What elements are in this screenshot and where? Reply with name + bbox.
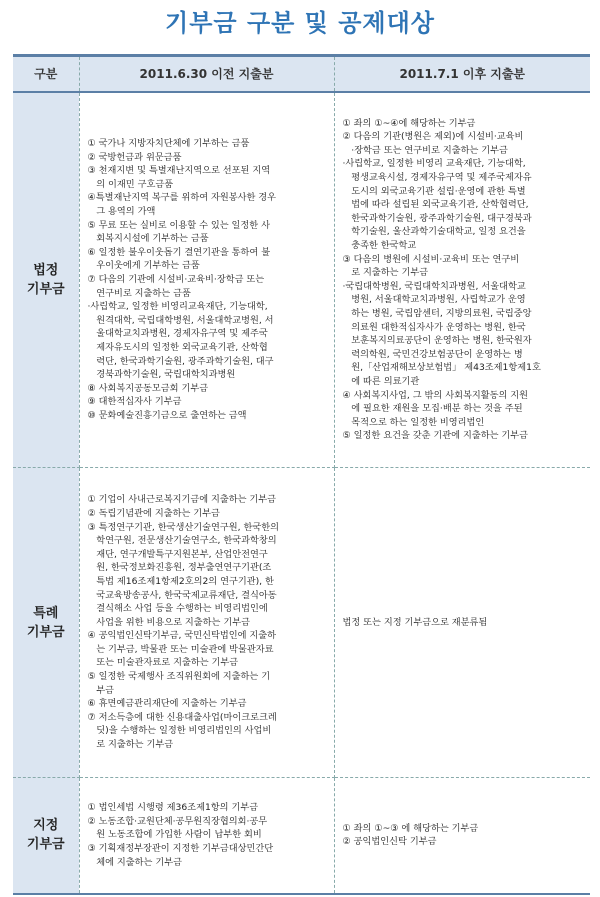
after-cell: [334, 468, 590, 778]
item-line: 부금: [87, 684, 115, 696]
item-line: 로 지출하는 기부금: [87, 739, 174, 751]
item-line: ① 국가나 지방자치단체에 기부하는 금품: [87, 138, 250, 150]
item-line: 는 기부금, 박물관 또는 미술관에 박물관자료: [87, 643, 274, 655]
item-line: 또는 미술관자료로 지출하는 기부금: [87, 657, 239, 669]
item-line: 회복지시설에 기부하는 금품: [87, 233, 209, 245]
item-line: ③ 다음의 병원에 시설비·교육비 또는 연구비: [342, 253, 520, 265]
item-line: 로 지출하는 기부금: [342, 267, 429, 279]
item-line: 보훈복지의료공단이 운영하는 병원, 한국원자: [342, 335, 532, 347]
item-line: 우이웃에게 기부하는 금품: [87, 260, 200, 272]
header-row: [13, 56, 590, 92]
item-line: ② 독립기념관에 지출하는 기부금: [87, 507, 220, 519]
item-line: ④ 사회복지사업, 그 밖의 사회복지활동의 지원: [342, 389, 529, 401]
item-line: ·사립학교, 일정한 비영리 교육재단, 기능대학,: [342, 158, 526, 170]
item-line: ⑤ 무료 또는 실비로 이용할 수 있는 일정한 사: [87, 219, 270, 231]
item-line: ⑨ 대한적십자사 기부금: [87, 396, 182, 408]
item-line: 재단, 연구개발특구지원본부, 산업안전연구: [87, 548, 268, 560]
item-line: 도시의 외국교육기관 설립·운영에 관한 특별: [342, 185, 526, 197]
item-line: 병원, 서울대학교치과병원, 사립학교가 운영: [342, 294, 526, 306]
item-line: 학연구원, 전문생산기술연구소, 한국과학창의: [87, 535, 277, 547]
item-line: ⑩ 문화예술진흥기금으로 출연하는 금액: [87, 409, 247, 421]
item-line: ② 노동조합·교원단체·공무원직장협의회·공무: [87, 815, 268, 827]
item-line: 목적으로 하는 일정한 비영리법인: [342, 416, 485, 428]
item-line: 그 용역의 가액: [87, 205, 156, 217]
before-cell: [79, 468, 334, 778]
item-line: ⑤ 일정한 요건을 갖춘 기관에 지출하는 기부금: [342, 430, 529, 442]
category-statutory: [13, 92, 79, 468]
item-line: 딧)을 수행하는 일정한 비영리법인의 사업비: [87, 725, 272, 737]
item-line: ⑥ 휴면예금관리재단에 지출하는 기부금: [87, 698, 247, 710]
item-line: 연구비로 지출하는 금품: [87, 287, 191, 299]
row-statutory: [13, 92, 590, 468]
header-after: 2011.7.1 이후 지출분: [334, 56, 590, 92]
item-line: 에 따른 의료기관: [342, 375, 420, 387]
category-line: 기부금: [26, 281, 65, 297]
item-line: 평생교육시설, 경제자유구역 및 제주국제자유: [342, 172, 532, 183]
item-line: 충족한 한국학교: [342, 239, 417, 251]
category-designated: [13, 778, 79, 894]
item-line: ② 공익법인신탁 기부금: [342, 836, 437, 848]
item-line: 경북과학기술원, 국립대학치과병원: [87, 369, 236, 381]
category-line: 특례: [33, 605, 59, 621]
category-line: 지정: [33, 818, 59, 834]
item-line: 의 이재민 구호금품: [87, 178, 174, 190]
item-line: ·장학금 또는 연구비로 지출하는 기부금: [342, 144, 508, 156]
category-special: [13, 468, 79, 778]
page-title: 기부금 구분 및 공제대상: [165, 9, 435, 37]
item-line: 사업을 위한 비용으로 지출하는 기부금: [87, 616, 250, 628]
item-line: 한국과학기술원, 광주과학기술원, 대구경북과: [342, 212, 532, 224]
item-line: ③ 특정연구기관, 한국생산기술연구원, 한국한의: [87, 521, 279, 533]
row-special: [13, 468, 590, 778]
item-line: ② 국방헌금과 위문금품: [87, 151, 182, 163]
item-line: 체에 지출하는 기부금: [87, 856, 182, 868]
item-line: ·사립학교, 일정한 비영리교육재단, 기능대학,: [87, 301, 268, 313]
item-line: 원격대학, 국립대학병원, 서울대학교병원, 서: [87, 314, 274, 326]
item-line: ⑧ 사회복지공동모금회 기부금: [87, 382, 209, 394]
item-line: 법에 따라 설립된 외국교육기관, 산학협력단,: [342, 199, 529, 211]
item-line: 원,「산업재해보상보험법」 제43조제1항제1호: [342, 362, 541, 374]
item-line: ① 법인세법 시행령 제36조제1항의 기부금: [87, 802, 259, 814]
item-line: 제자유도시의 일정한 외국교육기관, 산학협: [87, 341, 268, 353]
item-line: 울대학교치과병원, 경제자유구역 및 제주국: [87, 328, 268, 340]
item-line: 하는 병원, 국립암센터, 지방의료원, 국립중앙: [342, 307, 532, 319]
item-line: 결식해소 사업 등을 수행하는 비영리법인에: [87, 603, 268, 615]
item-line: ⑦ 다음의 기관에 시설비·교육비·장학금 또는: [87, 273, 265, 285]
item-line: 법정 또는 지정 기부금으로 재분류됨: [342, 616, 488, 628]
item-line: 력단, 한국과학기술원, 광주과학기술원, 대구: [87, 355, 274, 367]
item-line: 원 노동조합에 가입한 사람이 납부한 회비: [87, 829, 262, 841]
category-line: 기부금: [26, 837, 65, 853]
item-line: ④특별재난지역 복구를 위하여 자원봉사한 경우: [87, 192, 277, 204]
item-line: ① 좌의 ①~④에 해당하는 기부금: [342, 117, 476, 129]
item-line: ⑦ 저소득층에 대한 신용대출사업(마이크로크레: [87, 711, 277, 723]
item-line: 국교육방송공사, 한국국제교류재단, 결식아동: [87, 589, 277, 601]
item-line: 력의학원, 국민건강보험공단이 운영하는 병: [342, 348, 523, 360]
item-line: ·국립대학병원, 국립대학치과병원, 서울대학교: [342, 280, 526, 292]
header-category: 구분: [13, 56, 79, 92]
after-cell: [334, 778, 590, 894]
item-line: 원, 한국정보화진흥원, 정부출연연구기관(조: [87, 562, 272, 574]
deduction-table: [13, 54, 590, 895]
item-line: ③ 기획재정부장관이 지정한 기부금대상민간단: [87, 843, 274, 855]
header-before: 2011.6.30 이전 지출분: [79, 56, 334, 92]
category-line: 법정: [33, 262, 59, 278]
item-line: ⑥ 일정한 불우이웃돕기 결연기관을 통하여 불: [87, 246, 271, 258]
category-line: 기부금: [26, 624, 65, 640]
before-cell: [79, 778, 334, 894]
item-line: 에 필요한 재원을 모집·배분 하는 것을 주된: [342, 403, 523, 415]
before-cell: [79, 92, 334, 468]
row-designated: [13, 778, 590, 894]
item-line: ⑤ 일정한 국제행사 조직위원회에 지출하는 기: [87, 671, 271, 683]
item-line: ② 다음의 기관(병원은 제외)에 시설비·교육비: [342, 131, 524, 143]
after-cell: [334, 92, 590, 468]
item-line: 학기술원, 울산과학기술대학교, 일정 요건을: [342, 226, 526, 238]
item-line: 의료원 대한적십자사가 운영하는 병원, 한국: [342, 321, 526, 333]
item-line: 특법 제16조제1항제2호의2의 연구기관), 한: [87, 575, 274, 587]
item-line: ④ 공익법인신탁기부금, 국민신탁법인에 지출하: [87, 630, 277, 642]
item-line: ③ 천재지변 및 특별재난지역으로 선포된 지역: [87, 165, 271, 177]
item-line: ① 기업이 사내근로복지기금에 지출하는 기부금: [87, 494, 277, 506]
item-line: ① 좌의 ①~③ 에 해당하는 기부금: [342, 822, 479, 834]
